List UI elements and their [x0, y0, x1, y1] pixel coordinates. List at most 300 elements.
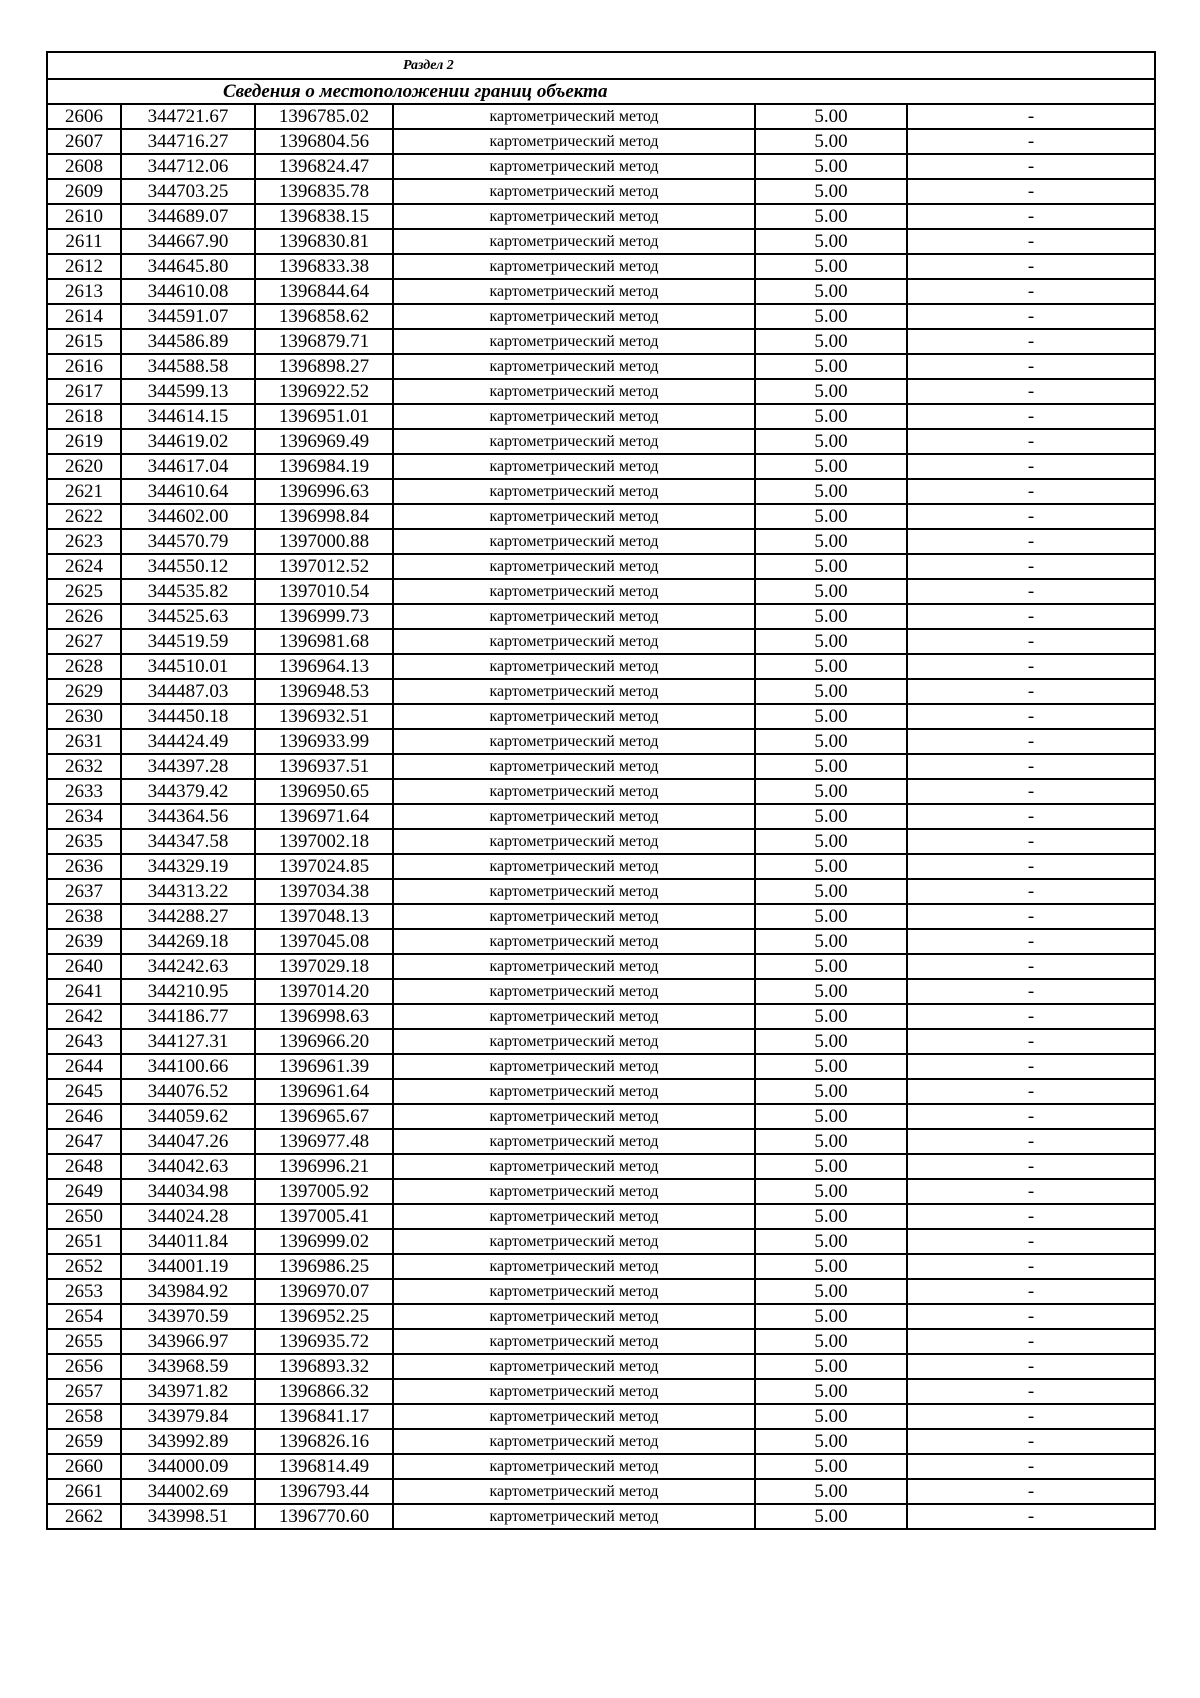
description-cell: -	[907, 454, 1155, 479]
table-row	[47, 429, 1155, 454]
x-coordinate-cell: 344047.26	[121, 1129, 255, 1154]
method-cell: картометрический метод	[393, 1154, 755, 1179]
point-number-cell: 2644	[47, 1054, 121, 1079]
x-coordinate-cell: 344614.15	[121, 404, 255, 429]
x-coordinate-cell: 344001.19	[121, 1254, 255, 1279]
y-coordinate-cell: 1396951.01	[255, 404, 393, 429]
method-cell: картометрический метод	[393, 479, 755, 504]
accuracy-cell: 5.00	[755, 879, 907, 904]
table-row	[47, 1054, 1155, 1079]
description-cell: -	[907, 1479, 1155, 1504]
table-row	[47, 904, 1155, 929]
point-number-cell: 2652	[47, 1254, 121, 1279]
x-coordinate-cell: 343998.51	[121, 1504, 255, 1529]
description-cell: -	[907, 704, 1155, 729]
point-number-cell: 2639	[47, 929, 121, 954]
x-coordinate-cell: 344610.08	[121, 279, 255, 304]
description-cell: -	[907, 804, 1155, 829]
description-cell: -	[907, 754, 1155, 779]
point-number-cell: 2633	[47, 779, 121, 804]
y-coordinate-cell: 1396830.81	[255, 229, 393, 254]
accuracy-cell: 5.00	[755, 654, 907, 679]
accuracy-cell: 5.00	[755, 729, 907, 754]
accuracy-cell: 5.00	[755, 1154, 907, 1179]
table-row	[47, 1179, 1155, 1204]
point-number-cell: 2650	[47, 1204, 121, 1229]
x-coordinate-cell: 344599.13	[121, 379, 255, 404]
accuracy-cell: 5.00	[755, 1104, 907, 1129]
accuracy-cell: 5.00	[755, 504, 907, 529]
method-cell: картометрический метод	[393, 179, 755, 204]
x-coordinate-cell: 344379.42	[121, 779, 255, 804]
accuracy-cell: 5.00	[755, 1379, 907, 1404]
y-coordinate-cell: 1396898.27	[255, 354, 393, 379]
description-cell: -	[907, 1354, 1155, 1379]
method-cell: картометрический метод	[393, 704, 755, 729]
accuracy-cell: 5.00	[755, 1479, 907, 1504]
table-row	[47, 554, 1155, 579]
description-cell: -	[907, 479, 1155, 504]
point-number-cell: 2632	[47, 754, 121, 779]
description-cell: -	[907, 1104, 1155, 1129]
x-coordinate-cell: 344689.07	[121, 204, 255, 229]
point-number-cell: 2628	[47, 654, 121, 679]
table-row	[47, 1204, 1155, 1229]
description-cell: -	[907, 1129, 1155, 1154]
y-coordinate-cell: 1396835.78	[255, 179, 393, 204]
table-row	[47, 104, 1155, 129]
point-number-cell: 2607	[47, 129, 121, 154]
table-row	[47, 679, 1155, 704]
y-coordinate-cell: 1396961.39	[255, 1054, 393, 1079]
accuracy-cell: 5.00	[755, 1354, 907, 1379]
description-cell: -	[907, 954, 1155, 979]
table-row	[47, 1279, 1155, 1304]
description-cell: -	[907, 1304, 1155, 1329]
accuracy-cell: 5.00	[755, 629, 907, 654]
point-number-cell: 2637	[47, 879, 121, 904]
y-coordinate-cell: 1397010.54	[255, 579, 393, 604]
accuracy-cell: 5.00	[755, 1079, 907, 1104]
x-coordinate-cell: 344667.90	[121, 229, 255, 254]
x-coordinate-cell: 343979.84	[121, 1404, 255, 1429]
y-coordinate-cell: 1396770.60	[255, 1504, 393, 1529]
accuracy-cell: 5.00	[755, 254, 907, 279]
x-coordinate-cell: 344721.67	[121, 104, 255, 129]
method-cell: картометрический метод	[393, 929, 755, 954]
table-row	[47, 754, 1155, 779]
description-cell: -	[907, 604, 1155, 629]
point-number-cell: 2611	[47, 229, 121, 254]
description-cell: -	[907, 329, 1155, 354]
point-number-cell: 2634	[47, 804, 121, 829]
accuracy-cell: 5.00	[755, 579, 907, 604]
table-row	[47, 1379, 1155, 1404]
x-coordinate-cell: 344617.04	[121, 454, 255, 479]
method-cell: картометрический метод	[393, 404, 755, 429]
x-coordinate-cell: 344397.28	[121, 754, 255, 779]
point-number-cell: 2648	[47, 1154, 121, 1179]
description-cell: -	[907, 679, 1155, 704]
description-cell: -	[907, 204, 1155, 229]
description-cell: -	[907, 829, 1155, 854]
method-cell: картометрический метод	[393, 1379, 755, 1404]
point-number-cell: 2608	[47, 154, 121, 179]
x-coordinate-cell: 344076.52	[121, 1079, 255, 1104]
method-cell: картометрический метод	[393, 804, 755, 829]
description-cell: -	[907, 304, 1155, 329]
method-cell: картометрический метод	[393, 1404, 755, 1429]
section-label-row	[47, 52, 1155, 79]
description-cell: -	[907, 1154, 1155, 1179]
table-row	[47, 154, 1155, 179]
description-cell: -	[907, 1029, 1155, 1054]
accuracy-cell: 5.00	[755, 1504, 907, 1529]
point-number-cell: 2649	[47, 1179, 121, 1204]
table-row	[47, 1229, 1155, 1254]
accuracy-cell: 5.00	[755, 304, 907, 329]
y-coordinate-cell: 1397048.13	[255, 904, 393, 929]
x-coordinate-cell: 344586.89	[121, 329, 255, 354]
table-row	[47, 504, 1155, 529]
method-cell: картометрический метод	[393, 1329, 755, 1354]
y-coordinate-cell: 1396893.32	[255, 1354, 393, 1379]
y-coordinate-cell: 1397002.18	[255, 829, 393, 854]
table-row	[47, 829, 1155, 854]
accuracy-cell: 5.00	[755, 1404, 907, 1429]
point-number-cell: 2615	[47, 329, 121, 354]
point-number-cell: 2662	[47, 1504, 121, 1529]
description-cell: -	[907, 1054, 1155, 1079]
description-cell: -	[907, 354, 1155, 379]
description-cell: -	[907, 129, 1155, 154]
y-coordinate-cell: 1397005.41	[255, 1204, 393, 1229]
description-cell: -	[907, 1004, 1155, 1029]
method-cell: картометрический метод	[393, 1279, 755, 1304]
accuracy-cell: 5.00	[755, 704, 907, 729]
y-coordinate-cell: 1396999.73	[255, 604, 393, 629]
table-row	[47, 1004, 1155, 1029]
y-coordinate-cell: 1396937.51	[255, 754, 393, 779]
point-number-cell: 2656	[47, 1354, 121, 1379]
description-cell: -	[907, 1229, 1155, 1254]
y-coordinate-cell: 1396998.63	[255, 1004, 393, 1029]
point-number-cell: 2629	[47, 679, 121, 704]
description-cell: -	[907, 729, 1155, 754]
method-cell: картометрический метод	[393, 229, 755, 254]
point-number-cell: 2610	[47, 204, 121, 229]
method-cell: картометрический метод	[393, 1179, 755, 1204]
point-number-cell: 2635	[47, 829, 121, 854]
accuracy-cell: 5.00	[755, 1204, 907, 1229]
x-coordinate-cell: 344602.00	[121, 504, 255, 529]
y-coordinate-cell: 1396833.38	[255, 254, 393, 279]
y-coordinate-cell: 1397014.20	[255, 979, 393, 1004]
point-number-cell: 2638	[47, 904, 121, 929]
x-coordinate-cell: 344588.58	[121, 354, 255, 379]
point-number-cell: 2661	[47, 1479, 121, 1504]
method-cell: картометрический метод	[393, 1054, 755, 1079]
accuracy-cell: 5.00	[755, 604, 907, 629]
method-cell: картометрический метод	[393, 629, 755, 654]
table-row	[47, 1079, 1155, 1104]
point-number-cell: 2617	[47, 379, 121, 404]
table-row	[47, 1354, 1155, 1379]
y-coordinate-cell: 1396826.16	[255, 1429, 393, 1454]
description-cell: -	[907, 1204, 1155, 1229]
y-coordinate-cell: 1396999.02	[255, 1229, 393, 1254]
x-coordinate-cell: 343992.89	[121, 1429, 255, 1454]
description-cell: -	[907, 1379, 1155, 1404]
y-coordinate-cell: 1396971.64	[255, 804, 393, 829]
description-cell: -	[907, 229, 1155, 254]
description-cell: -	[907, 104, 1155, 129]
accuracy-cell: 5.00	[755, 979, 907, 1004]
accuracy-cell: 5.00	[755, 329, 907, 354]
point-number-cell: 2620	[47, 454, 121, 479]
point-number-cell: 2640	[47, 954, 121, 979]
x-coordinate-cell: 344034.98	[121, 1179, 255, 1204]
y-coordinate-cell: 1396966.20	[255, 1029, 393, 1054]
description-cell: -	[907, 379, 1155, 404]
x-coordinate-cell: 344525.63	[121, 604, 255, 629]
x-coordinate-cell: 344712.06	[121, 154, 255, 179]
description-cell: -	[907, 1079, 1155, 1104]
y-coordinate-cell: 1396858.62	[255, 304, 393, 329]
x-coordinate-cell: 344519.59	[121, 629, 255, 654]
y-coordinate-cell: 1396977.48	[255, 1129, 393, 1154]
x-coordinate-cell: 344703.25	[121, 179, 255, 204]
method-cell: картометрический метод	[393, 429, 755, 454]
y-coordinate-cell: 1397034.38	[255, 879, 393, 904]
description-cell: -	[907, 1179, 1155, 1204]
accuracy-cell: 5.00	[755, 1429, 907, 1454]
table-row	[47, 529, 1155, 554]
description-cell: -	[907, 529, 1155, 554]
method-cell: картометрический метод	[393, 104, 755, 129]
x-coordinate-cell: 344550.12	[121, 554, 255, 579]
boundary-coordinates-table	[46, 51, 1156, 1530]
method-cell: картометрический метод	[393, 1129, 755, 1154]
point-number-cell: 2643	[47, 1029, 121, 1054]
point-number-cell: 2659	[47, 1429, 121, 1454]
method-cell: картометрический метод	[393, 954, 755, 979]
description-cell: -	[907, 1454, 1155, 1479]
y-coordinate-cell: 1396952.25	[255, 1304, 393, 1329]
accuracy-cell: 5.00	[755, 554, 907, 579]
description-cell: -	[907, 1329, 1155, 1354]
method-cell: картометрический метод	[393, 279, 755, 304]
y-coordinate-cell: 1397045.08	[255, 929, 393, 954]
method-cell: картометрический метод	[393, 154, 755, 179]
table-row	[47, 854, 1155, 879]
x-coordinate-cell: 344011.84	[121, 1229, 255, 1254]
table-row	[47, 704, 1155, 729]
method-cell: картометрический метод	[393, 1204, 755, 1229]
point-number-cell: 2651	[47, 1229, 121, 1254]
method-cell: картометрический метод	[393, 1079, 755, 1104]
table-row	[47, 929, 1155, 954]
accuracy-cell: 5.00	[755, 529, 907, 554]
table-row	[47, 204, 1155, 229]
y-coordinate-cell: 1396932.51	[255, 704, 393, 729]
accuracy-cell: 5.00	[755, 1279, 907, 1304]
x-coordinate-cell: 344313.22	[121, 879, 255, 904]
point-number-cell: 2621	[47, 479, 121, 504]
accuracy-cell: 5.00	[755, 1029, 907, 1054]
x-coordinate-cell: 344002.69	[121, 1479, 255, 1504]
y-coordinate-cell: 1396998.84	[255, 504, 393, 529]
method-cell: картометрический метод	[393, 679, 755, 704]
method-cell: картометрический метод	[393, 454, 755, 479]
table-row	[47, 479, 1155, 504]
method-cell: картометрический метод	[393, 1454, 755, 1479]
x-coordinate-cell: 344510.01	[121, 654, 255, 679]
accuracy-cell: 5.00	[755, 679, 907, 704]
accuracy-cell: 5.00	[755, 354, 907, 379]
y-coordinate-cell: 1397029.18	[255, 954, 393, 979]
table-row	[47, 1329, 1155, 1354]
description-cell: -	[907, 254, 1155, 279]
method-cell: картометрический метод	[393, 879, 755, 904]
table-row	[47, 1154, 1155, 1179]
method-cell: картометрический метод	[393, 1479, 755, 1504]
method-cell: картометрический метод	[393, 1304, 755, 1329]
y-coordinate-cell: 1396785.02	[255, 104, 393, 129]
accuracy-cell: 5.00	[755, 1454, 907, 1479]
accuracy-cell: 5.00	[755, 1054, 907, 1079]
x-coordinate-cell: 344000.09	[121, 1454, 255, 1479]
y-coordinate-cell: 1396965.67	[255, 1104, 393, 1129]
description-cell: -	[907, 1279, 1155, 1304]
point-number-cell: 2627	[47, 629, 121, 654]
section-title-row	[47, 79, 1155, 104]
table-row	[47, 229, 1155, 254]
y-coordinate-cell: 1396922.52	[255, 379, 393, 404]
y-coordinate-cell: 1396964.13	[255, 654, 393, 679]
y-coordinate-cell: 1396961.64	[255, 1079, 393, 1104]
x-coordinate-cell: 344210.95	[121, 979, 255, 1004]
y-coordinate-cell: 1396866.32	[255, 1379, 393, 1404]
y-coordinate-cell: 1396793.44	[255, 1479, 393, 1504]
description-cell: -	[907, 554, 1155, 579]
y-coordinate-cell: 1396844.64	[255, 279, 393, 304]
method-cell: картометрический метод	[393, 504, 755, 529]
accuracy-cell: 5.00	[755, 404, 907, 429]
accuracy-cell: 5.00	[755, 204, 907, 229]
y-coordinate-cell: 1396838.15	[255, 204, 393, 229]
y-coordinate-cell: 1396969.49	[255, 429, 393, 454]
method-cell: картометрический метод	[393, 354, 755, 379]
table-row	[47, 279, 1155, 304]
point-number-cell: 2612	[47, 254, 121, 279]
accuracy-cell: 5.00	[755, 804, 907, 829]
y-coordinate-cell: 1396996.63	[255, 479, 393, 504]
point-number-cell: 2642	[47, 1004, 121, 1029]
accuracy-cell: 5.00	[755, 954, 907, 979]
y-coordinate-cell: 1396824.47	[255, 154, 393, 179]
y-coordinate-cell: 1396841.17	[255, 1404, 393, 1429]
table-row	[47, 354, 1155, 379]
table-row	[47, 879, 1155, 904]
y-coordinate-cell: 1396879.71	[255, 329, 393, 354]
x-coordinate-cell: 344535.82	[121, 579, 255, 604]
point-number-cell: 2609	[47, 179, 121, 204]
y-coordinate-cell: 1396996.21	[255, 1154, 393, 1179]
description-cell: -	[907, 854, 1155, 879]
point-number-cell: 2630	[47, 704, 121, 729]
y-coordinate-cell: 1396950.65	[255, 779, 393, 804]
accuracy-cell: 5.00	[755, 104, 907, 129]
accuracy-cell: 5.00	[755, 129, 907, 154]
x-coordinate-cell: 343971.82	[121, 1379, 255, 1404]
description-cell: -	[907, 979, 1155, 1004]
point-number-cell: 2654	[47, 1304, 121, 1329]
description-cell: -	[907, 1504, 1155, 1529]
method-cell: картометрический метод	[393, 1429, 755, 1454]
table-row	[47, 629, 1155, 654]
accuracy-cell: 5.00	[755, 1304, 907, 1329]
point-number-cell: 2606	[47, 104, 121, 129]
description-cell: -	[907, 879, 1155, 904]
table-row	[47, 254, 1155, 279]
description-cell: -	[907, 404, 1155, 429]
method-cell: картометрический метод	[393, 204, 755, 229]
point-number-cell: 2618	[47, 404, 121, 429]
table-row	[47, 379, 1155, 404]
description-cell: -	[907, 279, 1155, 304]
table-row	[47, 804, 1155, 829]
method-cell: картометрический метод	[393, 1254, 755, 1279]
description-cell: -	[907, 654, 1155, 679]
description-cell: -	[907, 429, 1155, 454]
table-row	[47, 454, 1155, 479]
y-coordinate-cell: 1396981.68	[255, 629, 393, 654]
table-row	[47, 404, 1155, 429]
table-row	[47, 1029, 1155, 1054]
table-row	[47, 1454, 1155, 1479]
x-coordinate-cell: 344288.27	[121, 904, 255, 929]
method-cell: картометрический метод	[393, 529, 755, 554]
section-title: Сведения о местоположении границ объекта	[47, 79, 1155, 104]
accuracy-cell: 5.00	[755, 1004, 907, 1029]
table-row	[47, 129, 1155, 154]
accuracy-cell: 5.00	[755, 1254, 907, 1279]
x-coordinate-cell: 344024.28	[121, 1204, 255, 1229]
table-row	[47, 604, 1155, 629]
accuracy-cell: 5.00	[755, 1329, 907, 1354]
accuracy-cell: 5.00	[755, 154, 907, 179]
method-cell: картометрический метод	[393, 729, 755, 754]
x-coordinate-cell: 343970.59	[121, 1304, 255, 1329]
x-coordinate-cell: 344591.07	[121, 304, 255, 329]
table-row	[47, 1504, 1155, 1529]
method-cell: картометрический метод	[393, 1504, 755, 1529]
accuracy-cell: 5.00	[755, 829, 907, 854]
table-row	[47, 179, 1155, 204]
method-cell: картометрический метод	[393, 329, 755, 354]
x-coordinate-cell: 344127.31	[121, 1029, 255, 1054]
table-row	[47, 1129, 1155, 1154]
point-number-cell: 2636	[47, 854, 121, 879]
point-number-cell: 2653	[47, 1279, 121, 1304]
x-coordinate-cell: 344610.64	[121, 479, 255, 504]
table-row	[47, 1254, 1155, 1279]
table-row	[47, 779, 1155, 804]
y-coordinate-cell: 1397024.85	[255, 854, 393, 879]
method-cell: картометрический метод	[393, 1004, 755, 1029]
y-coordinate-cell: 1396935.72	[255, 1329, 393, 1354]
